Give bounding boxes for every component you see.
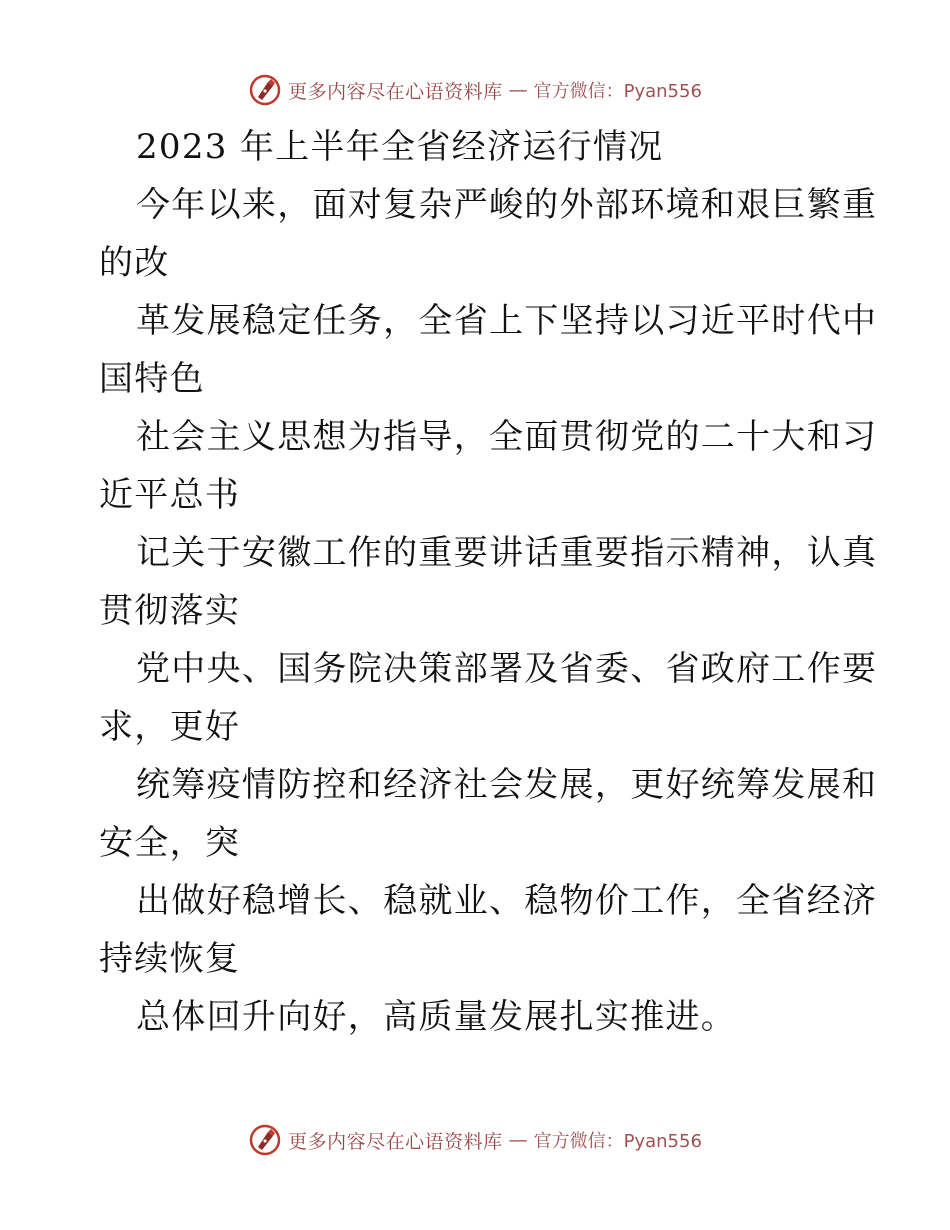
paragraph-line: 今年以来，面对复杂严峻的外部环境和艰巨繁重	[136, 185, 878, 225]
header-banner	[0, 70, 950, 110]
paragraph-line: 国特色	[99, 359, 205, 399]
paragraph-line: 近平总书	[99, 475, 241, 515]
paragraph-line: 安全，突	[99, 823, 241, 863]
footer-banner	[0, 1120, 950, 1160]
document-body	[99, 118, 878, 1046]
banner-separator: —	[508, 79, 528, 101]
document-title: 2023 年上半年全省经济运行情况	[136, 127, 664, 167]
paragraph-line: 社会主义思想为指导，全面贯彻党的二十大和习	[136, 417, 878, 457]
paragraph-line: 记关于安徽工作的重要讲话重要指示精神，认真	[136, 533, 878, 573]
pen-nib-logo-icon	[248, 73, 282, 107]
banner-separator: —	[508, 1129, 528, 1151]
banner-text: 更多内容尽在心语资料库	[288, 80, 503, 103]
banner-contact: 官方微信：Pyan556	[533, 81, 702, 102]
banner-contact: 官方微信：Pyan556	[533, 1131, 702, 1152]
paragraph-line: 统筹疫情防控和经济社会发展，更好统筹发展和	[136, 765, 878, 805]
pen-nib-logo-icon	[248, 1123, 282, 1157]
paragraph-line: 贯彻落实	[99, 591, 241, 631]
paragraph-line: 党中央、国务院决策部署及省委、省政府工作要	[136, 649, 878, 689]
banner-text: 更多内容尽在心语资料库	[288, 1130, 503, 1153]
paragraph-line: 出做好稳增长、稳就业、稳物价工作，全省经济	[136, 881, 878, 921]
paragraph-line: 总体回升向好，高质量发展扎实推进。	[136, 997, 737, 1037]
paragraph-line: 革发展稳定任务，全省上下坚持以习近平时代中	[136, 301, 878, 341]
paragraph-line: 求，更好	[99, 707, 241, 747]
paragraph-line: 的改	[99, 243, 170, 283]
paragraph-line: 持续恢复	[99, 939, 241, 979]
